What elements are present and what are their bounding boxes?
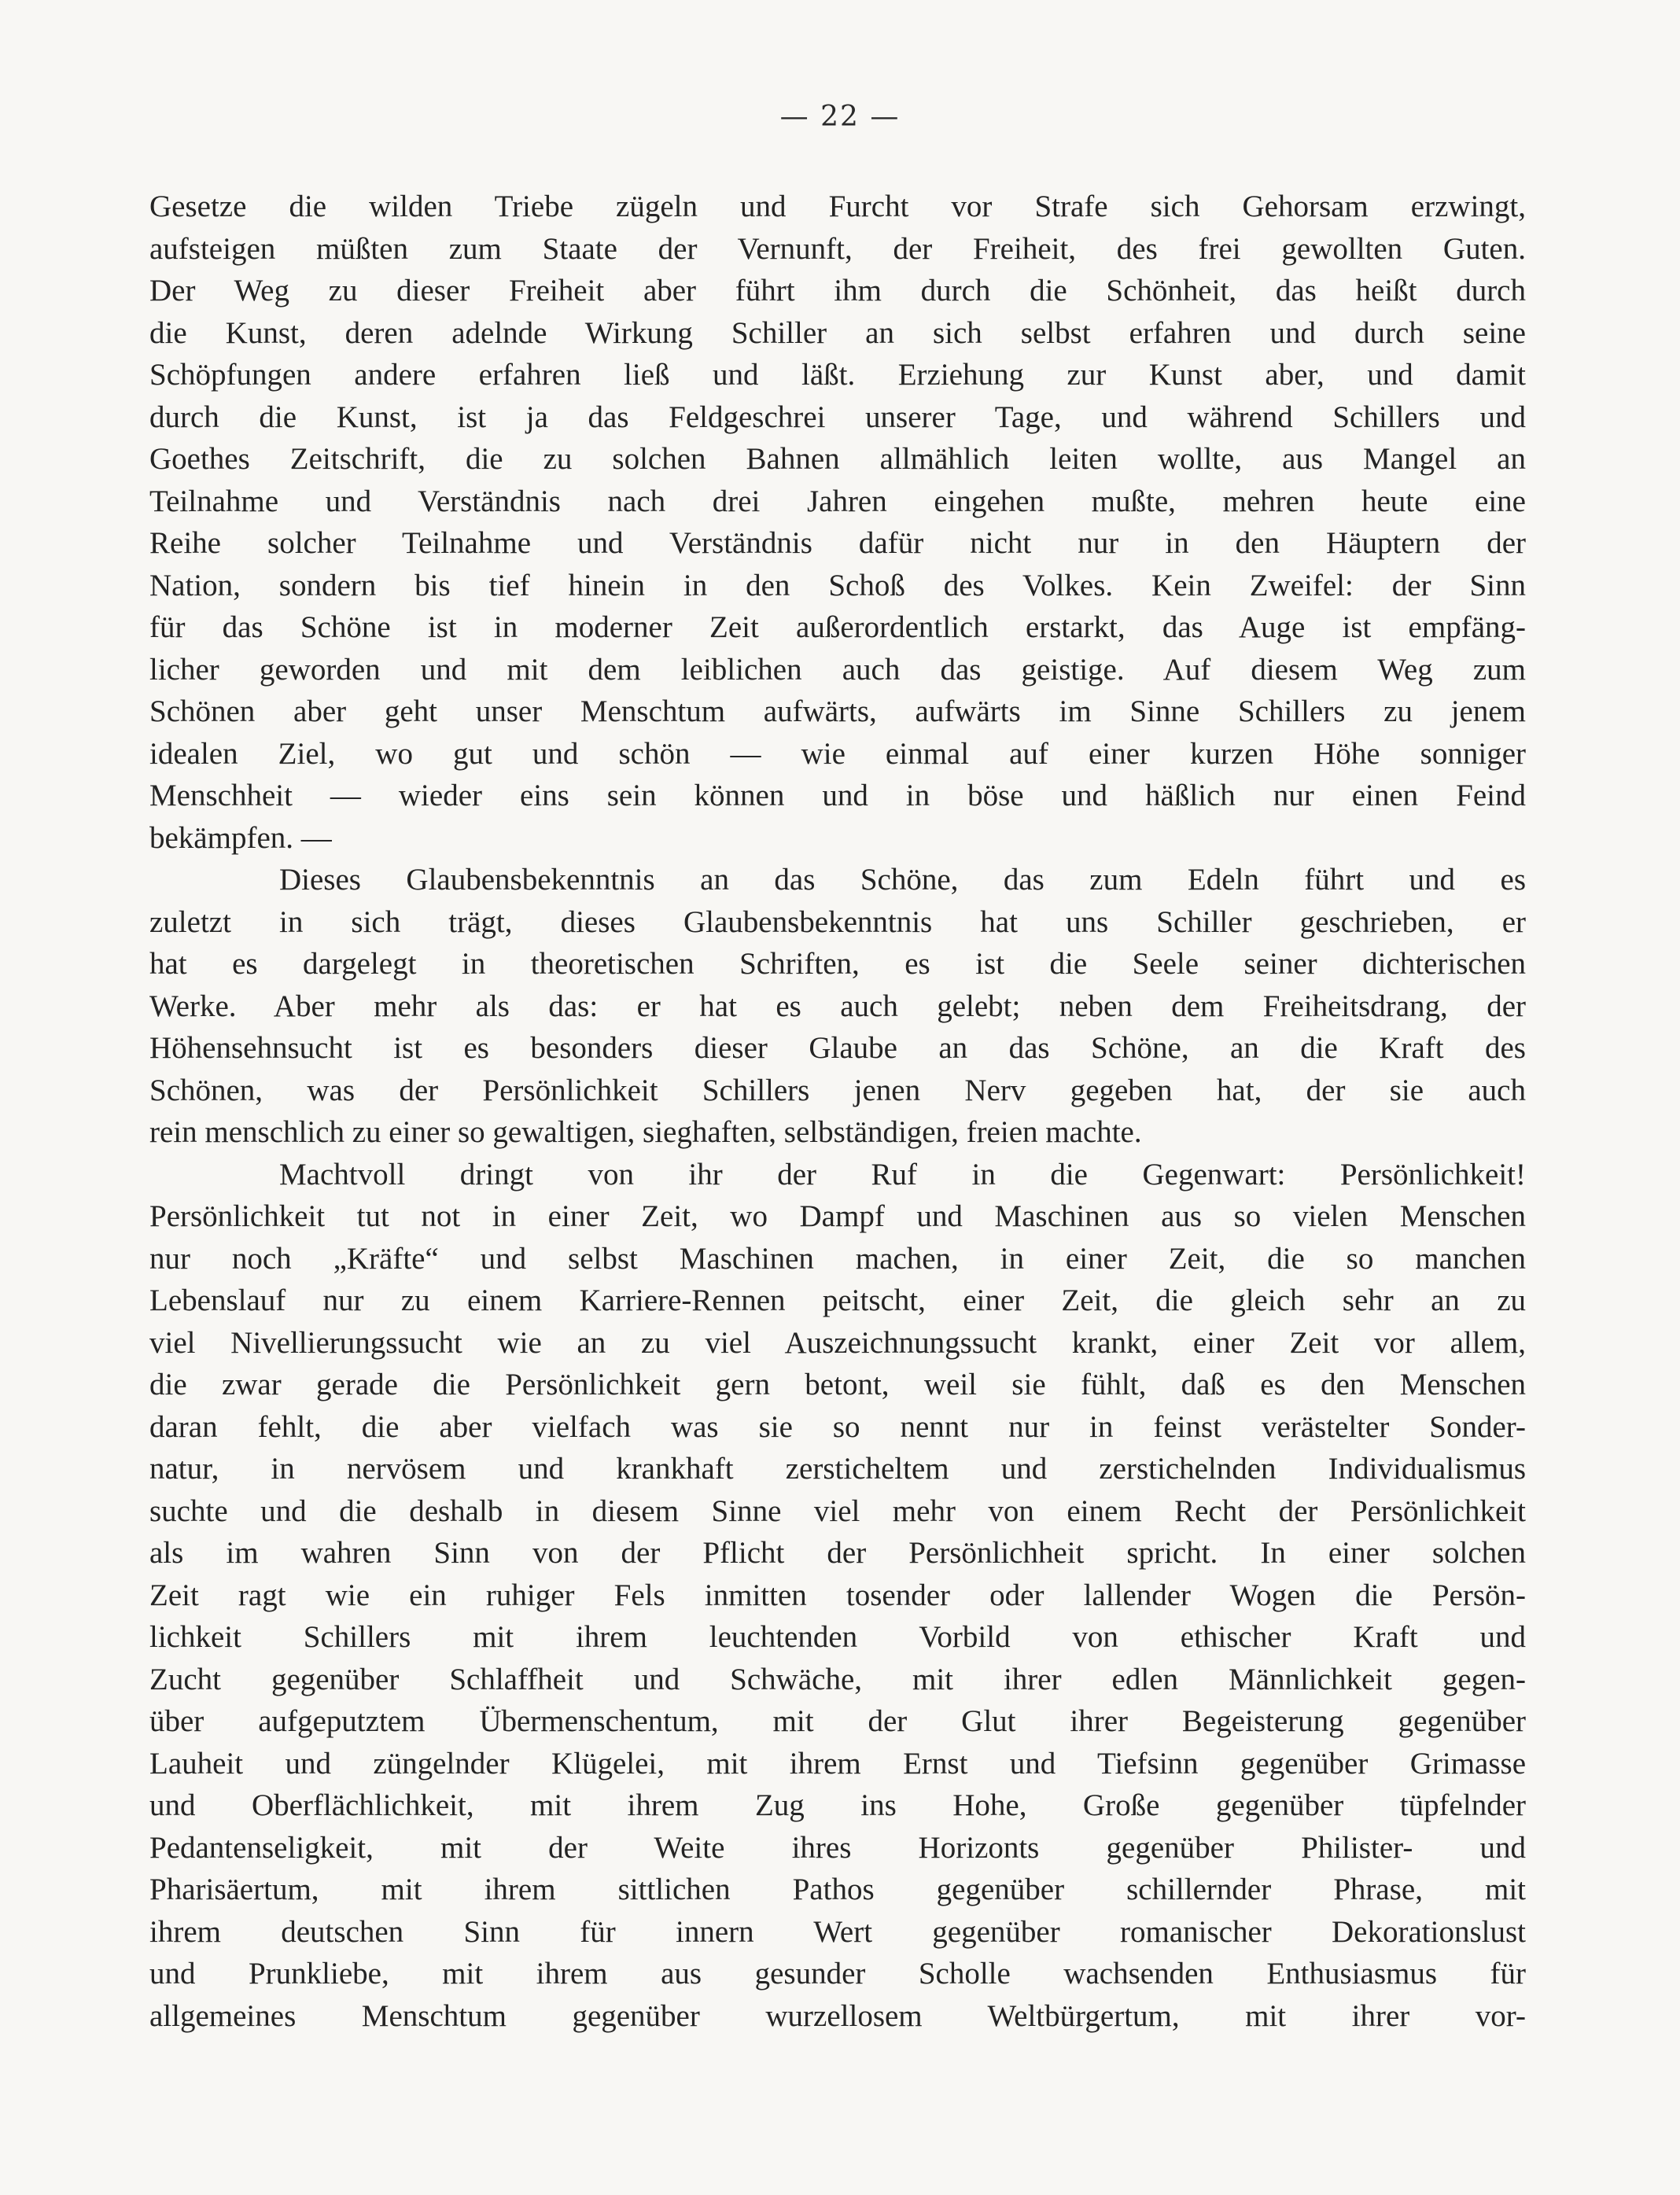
text-line: Persönlichkeit tut not in einer Zeit, wo Dampf und Maschinen aus so vielen Menschen <box>149 1199 1526 1233</box>
text-line: aufsteigen müßten zum Staate der Vernunft, der Freiheit, des frei gewollten Guten. <box>149 231 1526 266</box>
text-line: ihrem deutschen Sinn für innern Wert gegenüber romanischer Dekorationslust <box>149 1914 1526 1949</box>
text-line: die Kunst, deren adelnde Wirkung Schiller an sich selbst erfahren und durch seine <box>149 315 1526 350</box>
text-line: und Oberflächlichkeit, mit ihrem Zug ins Hohe, Große gegenüber tüpfelnder <box>149 1788 1526 1822</box>
text-line: Schönen, was der Persönlichkeit Schillers jenen Nerv gegeben hat, der sie auch <box>149 1073 1526 1107</box>
text-line: über aufgeputztem Übermenschentum, mit der Glut ihrer Begeisterung gegenüber <box>149 1704 1526 1738</box>
text-line: Menschheit — wieder eins sein können und in böse und häßlich nur einen Feind <box>149 779 1526 812</box>
text-line: lichkeit Schillers mit ihrem leuchtenden Vorbild von ethischer Kraft und <box>149 1620 1526 1654</box>
text-line: Teilnahme und Verständnis nach drei Jahren eingehen mußte, mehren heute eine <box>149 484 1526 518</box>
text-line: natur, in nervösem und krankhaft zersticheltem und zerstichelnden Individualismus <box>149 1452 1526 1486</box>
text-line: Werke. Aber mehr als das: er hat es auch gelebt; neben dem Freiheitsdrang, der <box>149 989 1526 1023</box>
text-line: die zwar gerade die Persönlichkeit gern betont, weil sie fühlt, daß es den Menschen <box>149 1368 1526 1401</box>
text-line: nur noch „Kräfte“ und selbst Maschinen machen, in einer Zeit, die so manchen <box>149 1241 1526 1276</box>
text-line: rein menschlich zu einer so gewaltigen, sieghaften, selbständigen, freien machte. <box>149 1115 1142 1149</box>
text-line: Pedantenseligkeit, mit der Weite ihres Horizonts gegenüber Philister- und <box>149 1830 1526 1865</box>
body-text <box>149 186 1526 2037</box>
text-line: Zucht gegenüber Schlaffheit und Schwäche, mit ihrer edlen Männlichkeit gegen- <box>149 1662 1526 1696</box>
text-line: licher geworden und mit dem leiblichen auch das geistige. Auf diesem Weg zum <box>149 652 1526 687</box>
text-line: daran fehlt, die aber vielfach was sie so nennt nur in feinst verästelter Sonder- <box>149 1409 1526 1444</box>
text-line: für das Schöne ist in moderner Zeit außerordentlich erstarkt, das Auge ist empfäng- <box>149 610 1526 644</box>
text-line: Gesetze die wilden Triebe zügeln und Furcht vor Strafe sich Gehorsam erzwingt, <box>149 190 1526 223</box>
text-line: als im wahren Sinn von der Pflicht der Persönlichheit spricht. In einer solchen <box>149 1536 1526 1570</box>
text-line: Goethes Zeitschrift, die zu solchen Bahnen allmählich leiten wollte, aus Mangel an <box>149 442 1526 476</box>
text-line: Schöpfungen andere erfahren ließ und läßt. Erziehung zur Kunst aber, und damit <box>149 358 1526 392</box>
text-line: viel Nivellierungssucht wie an zu viel Auszeichnungssucht krankt, einer Zeit vor allem, <box>149 1325 1526 1360</box>
text-line: Lauheit und züngelnder Klügelei, mit ihrem Ernst und Tiefsinn gegenüber Grimasse <box>149 1746 1526 1781</box>
text-line: bekämpfen. — <box>149 820 332 855</box>
text-line: zuletzt in sich trägt, dieses Glaubensbekenntnis hat uns Schiller geschrieben, er <box>149 904 1526 939</box>
text-line: Der Weg zu dieser Freiheit aber führt ihm durch die Schönheit, das heißt durch <box>149 274 1526 308</box>
text-line: idealen Ziel, wo gut und schön — wie einmal auf einer kurzen Höhe sonniger <box>149 736 1526 771</box>
text-line: Reihe solcher Teilnahme und Verständnis dafür nicht nur in den Häuptern der <box>149 526 1526 560</box>
text-line: allgemeines Menschtum gegenüber wurzellosem Weltbürgertum, mit ihrer vor- <box>149 1998 1526 2033</box>
text-line: suchte und die deshalb in diesem Sinne viel mehr von einem Recht der Persönlichkeit <box>149 1493 1526 1528</box>
page-number: — 22 — <box>779 101 901 133</box>
text-line: Nation, sondern bis tief hinein in den Schoß des Volkes. Kein Zweifel: der Sinn <box>149 568 1526 602</box>
text-line: Dieses Glaubensbekenntnis an das Schöne, das zum Edeln führt und es <box>279 863 1526 897</box>
text-line: Zeit ragt wie ein ruhiger Fels inmitten tosender oder lallender Wogen die Persön- <box>149 1578 1526 1612</box>
text-line: Schönen aber geht unser Menschtum aufwärts, aufwärts im Sinne Schillers zu jenem <box>149 694 1526 728</box>
text-line: Höhensehnsucht ist es besonders dieser Glaube an das Schöne, an die Kraft des <box>149 1031 1526 1065</box>
text-line: durch die Kunst, ist ja das Feldgeschrei unserer Tage, und während Schillers und <box>149 400 1526 434</box>
text-line: Pharisäertum, mit ihrem sittlichen Pathos gegenüber schillernder Phrase, mit <box>149 1873 1526 1906</box>
text-line: hat es dargelegt in theoretischen Schriften, es ist die Seele seiner dichterischen <box>149 947 1526 981</box>
text-line: und Prunkliebe, mit ihrem aus gesunder Scholle wachsenden Enthusiasmus für <box>149 1957 1526 1991</box>
text-line: Machtvoll dringt von ihr der Ruf in die Gegenwart: Persönlichkeit! <box>279 1157 1526 1191</box>
text-line: Lebenslauf nur zu einem Karriere-Rennen peitscht, einer Zeit, die gleich sehr an zu <box>149 1283 1526 1317</box>
